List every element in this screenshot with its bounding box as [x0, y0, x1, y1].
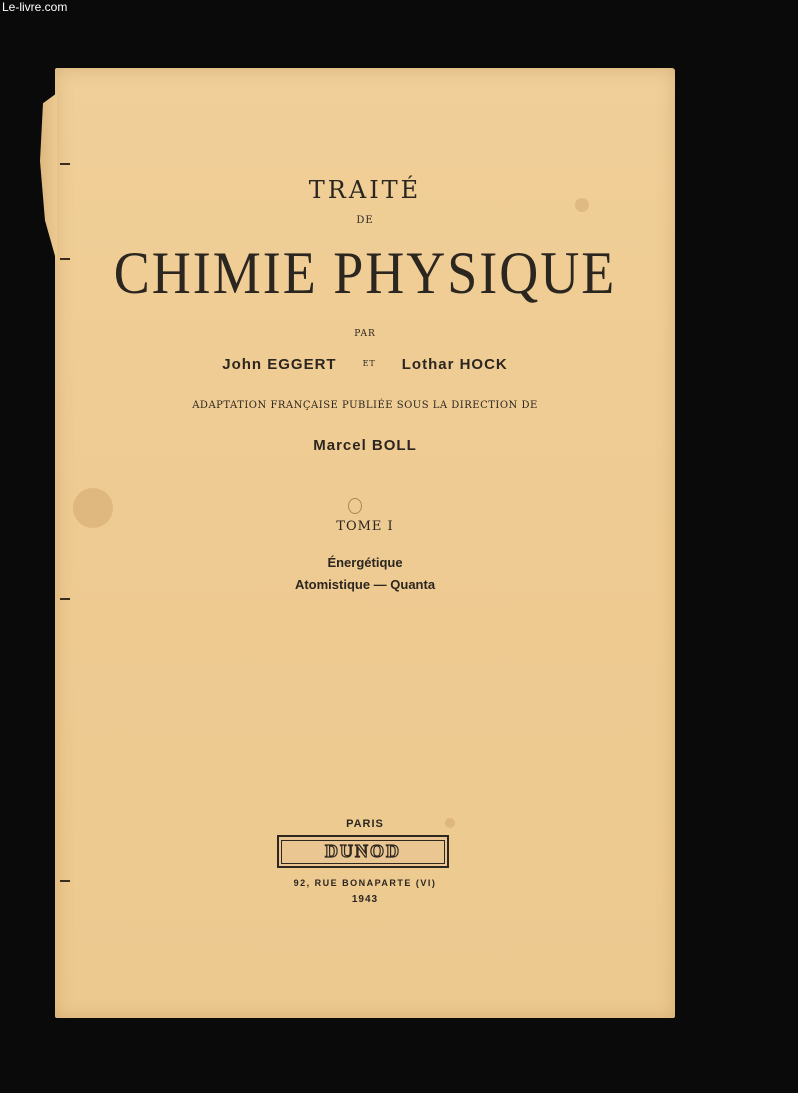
book-cover — [55, 68, 675, 1018]
spine-mark — [60, 163, 70, 165]
heading-traite: TRAITÉ — [308, 176, 422, 204]
author-2: Lothar HOCK — [401, 356, 508, 373]
publisher-address: 92, RUE BONAPARTE (VI) — [293, 878, 437, 888]
et-label: ET — [362, 359, 376, 368]
authors-line — [55, 356, 675, 373]
adaptation-line: ADAPTATION FRANÇAISE PUBLIÉE SOUS LA DIRECTION DE — [192, 400, 538, 411]
author-1: John EGGERT — [222, 356, 337, 373]
subtitle-2: Atomistique — Quanta — [294, 577, 436, 592]
publication-year: 1943 — [351, 894, 379, 905]
subtitle-1: Énergétique — [327, 555, 403, 570]
publisher-logo — [277, 835, 449, 868]
ornament-icon — [348, 498, 362, 514]
heading-de: DE — [356, 215, 374, 226]
spine-mark — [60, 598, 70, 600]
tome-label: TOME I — [336, 519, 394, 534]
watermark-text: Le-livre.com — [2, 0, 68, 14]
publisher-city: PARIS — [346, 818, 384, 830]
par-label: PAR — [354, 329, 376, 339]
director-name: Marcel BOLL — [313, 437, 417, 454]
book-title: CHIMIE PHYSIQUE — [113, 239, 617, 307]
publisher-name: DUNOD — [281, 840, 445, 864]
